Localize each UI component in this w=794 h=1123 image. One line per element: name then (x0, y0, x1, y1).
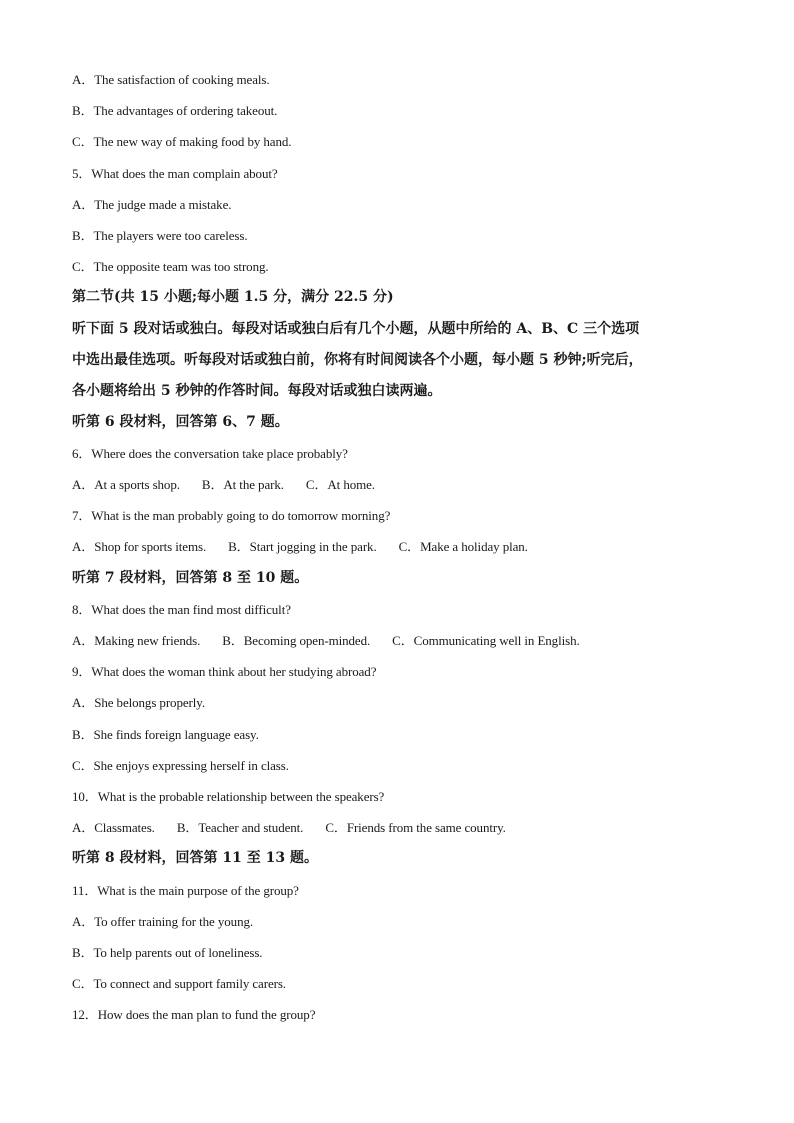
option-8c: C．Communicating well in English. (392, 633, 580, 649)
question-8-options (72, 625, 732, 656)
section-instructions (72, 314, 732, 407)
option-9b: B．She finds foreign language easy. (72, 726, 259, 742)
option-7a: A．Shop for sports items. (72, 539, 207, 555)
section-title: 第二节(共 15 小题;每小题 1.5 分，满分 22.5 分) (72, 289, 394, 306)
question-9: 9．What does the woman think about her studying abroad? (72, 664, 377, 680)
option-4b: B．The advantages of ordering takeout. (72, 103, 278, 119)
option-11b: B．To help parents out of loneliness. (72, 945, 263, 961)
question-11: 11．What is the main purpose of the group? (72, 882, 299, 898)
option-6c: C．At home. (305, 477, 375, 493)
question-6: 6．Where does the conversation take place probably? (72, 445, 348, 461)
option-9a: A．She belongs properly. (72, 695, 205, 711)
passage-6-heading: 听第 6 段材料，回答第 6、7 题。 (72, 413, 289, 430)
option-5c: C．The opposite team was too strong. (72, 259, 269, 275)
question-6-options (72, 469, 732, 500)
option-9c: C．She enjoys expressing herself in class. (72, 757, 289, 773)
option-8b: B．Becoming open-minded. (222, 633, 371, 649)
option-4a: A．The satisfaction of cooking meals. (72, 72, 270, 87)
question-7: 7．What is the man probably going to do tomorrow morning? (72, 508, 391, 524)
passage-7-heading: 听第 7 段材料，回答第 8 至 10 题。 (72, 569, 309, 586)
instruction-line-3: 各小题将给出 5 秒钟的作答时间。每段对话或独白读两遍。 (72, 382, 442, 399)
question-5: 5．What does the man complain about? (72, 165, 278, 181)
instruction-line-2: 中选出最佳选项。听每段对话或独白前，你将有时间阅读各个小题，每小题 5 秒钟;听完后， (72, 351, 643, 368)
option-7c: C．Make a holiday plan. (398, 539, 528, 555)
option-10c: C．Friends from the same country. (325, 820, 506, 836)
option-10a: A．Classmates. (72, 820, 155, 836)
question-10-options (72, 812, 732, 843)
question-12: 12．How does the man plan to fund the group? (72, 1007, 316, 1023)
option-5b: B．The players were too careless. (72, 228, 248, 244)
instruction-line-1: 听下面 5 段对话或独白。每段对话或独白后有几个小题，从题中所给的 A、B、C 三个选项 (72, 320, 640, 337)
question-7-options (72, 531, 732, 562)
question-10: 10．What is the probable relationship between the speakers? (72, 789, 385, 805)
option-7b: B．Start jogging in the park. (228, 539, 377, 555)
question-8: 8．What does the man find most difficult? (72, 601, 291, 617)
option-5a: A．The judge made a mistake. (72, 196, 232, 212)
option-8a: A．Making new friends. (72, 633, 201, 649)
option-4c: C．The new way of making food by hand. (72, 134, 292, 150)
option-11c: C．To connect and support family carers. (72, 976, 286, 992)
passage-8-heading: 听第 8 段材料，回答第 11 至 13 题。 (72, 850, 318, 867)
option-6b: B．At the park. (201, 477, 284, 493)
option-10b: B．Teacher and student. (176, 820, 304, 836)
option-6a: A．At a sports shop. (72, 477, 180, 493)
option-11a: A．To offer training for the young. (72, 913, 254, 929)
document-page (72, 64, 732, 1031)
